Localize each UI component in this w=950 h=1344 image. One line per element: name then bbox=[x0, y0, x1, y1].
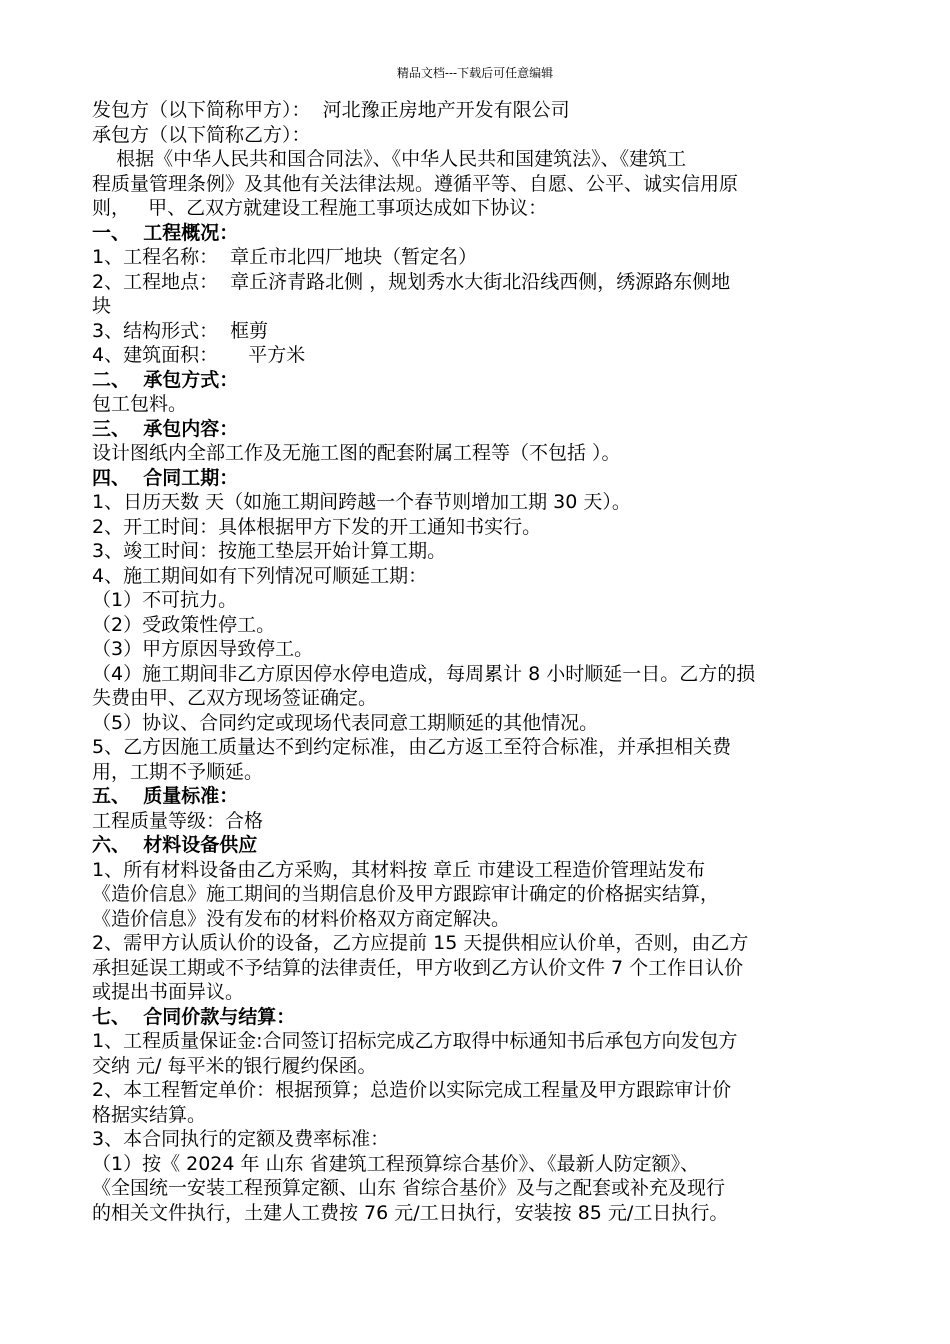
section-heading: 三、 承包内容： bbox=[92, 417, 239, 440]
section-heading: 一、 工程概况： bbox=[92, 221, 239, 244]
text-line: （4）施工期间非乙方原因停水停电造成，每周累计 8 小时顺延一日。乙方的损 bbox=[92, 662, 756, 685]
text-line: 用，工期不予顺延。 bbox=[92, 760, 264, 783]
text-line: 2、本工程暂定单价：根据预算；总造价以实际完成工程量及甲方跟踪审计价 bbox=[92, 1079, 732, 1101]
text-line: 设计图纸内全部工作及无施工图的配套附属工程等（不包括 ）。 bbox=[92, 442, 621, 464]
contract-body bbox=[92, 98, 864, 1225]
text-line: 3、本合同执行的定额及费率标准： bbox=[92, 1128, 390, 1150]
text-line: 《全国统一安装工程预算定额、山东 省综合基价》及与之配套或补充及现行 bbox=[92, 1177, 726, 1199]
text-line: 3、竣工时间：按施工垫层开始计算工期。 bbox=[92, 540, 447, 562]
text-line: 《造价信息》没有发布的材料价格双方商定解决。 bbox=[92, 907, 511, 930]
text-line: 1、工程质量保证金:合同签订招标完成乙方取得中标通知书后承包方向发包方 bbox=[92, 1030, 738, 1052]
text-line: （5）协议、合同约定或现场代表同意工期顺延的其他情况。 bbox=[92, 711, 599, 734]
text-line: 交纳 元/ 每平米的银行履约保函。 bbox=[92, 1054, 377, 1077]
text-line: 格据实结算。 bbox=[92, 1103, 207, 1126]
text-line: 包工包料。 bbox=[92, 393, 188, 415]
text-line: 发包方（以下简称甲方）： 河北豫正房地产开发有限公司 bbox=[92, 99, 570, 121]
text-line: 4、建筑面积： 平方米 bbox=[92, 344, 306, 366]
text-line: 或提出书面异议。 bbox=[92, 981, 245, 1003]
text-line: 2、工程地点： 章丘济青路北侧 ，规划秀水大街北沿线西侧，绣源路东侧地 bbox=[92, 270, 731, 293]
text-line: 则， 甲、乙双方就建设工程施工事项达成如下协议： bbox=[92, 197, 548, 219]
section-heading: 四、 合同工期： bbox=[92, 466, 239, 489]
text-line: 块 bbox=[92, 295, 112, 317]
text-line: 2、需甲方认质认价的设备，乙方应提前 15 天提供相应认价单，否则，由乙方 bbox=[92, 932, 749, 954]
text-line: 1、工程名称： 章丘市北四厂地块（暂定名） bbox=[92, 246, 478, 268]
text-line: 2、开工时间：具体根据甲方下发的开工通知书实行。 bbox=[92, 515, 542, 538]
text-line: 根据《中华人民共和国合同法》、《中华人民共和国建筑法》、《建筑工 bbox=[92, 148, 687, 170]
text-line: 1、所有材料设备由乙方采购，其材料按 章丘 市建设工程造价管理站发布 bbox=[92, 858, 706, 881]
section-heading: 六、 材料设备供应 bbox=[92, 834, 258, 856]
text-line: 3、结构形式： 框剪 bbox=[92, 319, 269, 342]
text-line: 工程质量等级：合格 bbox=[92, 809, 264, 832]
text-line: （3）甲方原因导致停工。 bbox=[92, 638, 314, 660]
text-line: （2）受政策性停工。 bbox=[92, 613, 276, 636]
text-line: 的相关文件执行，土建人工费按 76 元/工日执行，安装按 85 元/工日执行。 bbox=[92, 1201, 729, 1224]
text-line: 承包方（以下简称乙方）： bbox=[92, 123, 311, 146]
text-line: （1）不可抗力。 bbox=[92, 589, 238, 611]
text-line: 5、乙方因施工质量达不到约定标准，由乙方返工至符合标准，并承担相关费 bbox=[92, 736, 732, 758]
page-header: 精品文档---下载后可任意编辑 bbox=[396, 66, 554, 80]
text-line: 程质量管理条例》及其他有关法律法规。遵循平等、自愿、公平、诚实信用原 bbox=[92, 172, 739, 195]
section-heading: 七、 合同价款与结算： bbox=[92, 1005, 296, 1028]
text-line: 1、日历天数 天（如施工期间跨越一个春节则增加工期 30 天）。 bbox=[92, 491, 631, 513]
text-line: 失费由甲、乙双方现场签证确定。 bbox=[92, 687, 378, 709]
text-line: 承担延误工期或不予结算的法律责任，甲方收到乙方认价文件 7 个工作日认价 bbox=[92, 956, 744, 979]
text-line: 《造价信息》施工期间的当期信息价及甲方跟踪审计确定的价格据实结算， bbox=[92, 883, 720, 905]
section-heading: 五、 质量标准： bbox=[92, 785, 239, 807]
section-heading: 二、 承包方式： bbox=[92, 368, 239, 391]
text-line: 4、施工期间如有下列情况可顺延工期： bbox=[92, 564, 428, 587]
text-line: （1）按《 2024 年 山东 省建筑工程预算综合基价》、《最新人防定额》、 bbox=[92, 1152, 700, 1175]
